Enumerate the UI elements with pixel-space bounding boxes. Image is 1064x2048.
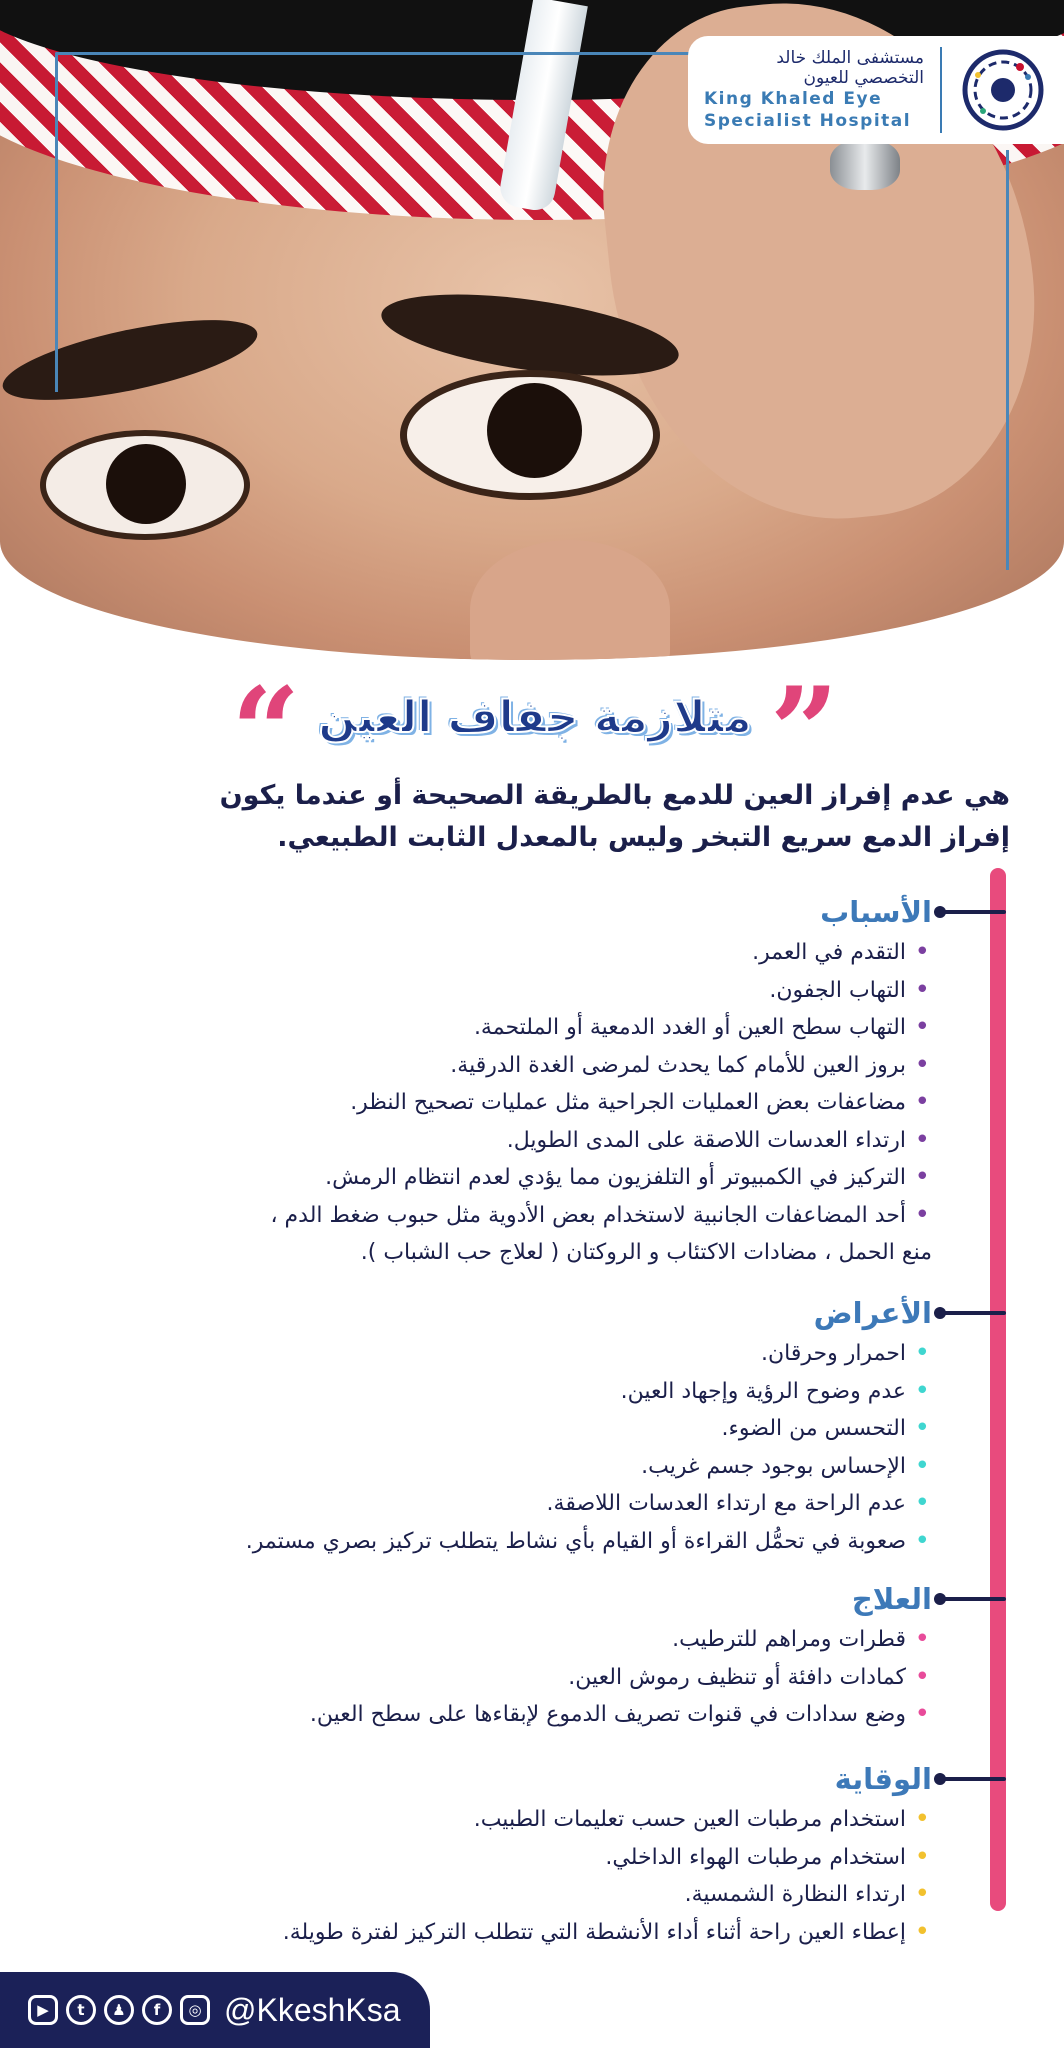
- list-item: • قطرات ومراهم للترطيب.: [32, 1621, 932, 1659]
- logo-text: [704, 48, 924, 132]
- intro-line-1: هي عدم إفراز العين للدمع بالطريقة الصحيحة أو عندما يكون: [219, 780, 1010, 811]
- snapchat-icon[interactable]: ♟: [104, 1995, 134, 2025]
- list-item: • عدم وضوح الرؤية وإجهاد العين.: [32, 1373, 932, 1411]
- list-item: • صعوبة في تحمُّل القراءة أو القيام بأي نشاط يتطلب تركيز بصري مستمر.: [32, 1523, 932, 1561]
- list-item: • مضاعفات بعض العمليات الجراحية مثل عمليات تصحيح النظر.: [32, 1084, 932, 1122]
- bullet-icon: •: [914, 937, 930, 967]
- list-item: • استخدام مرطبات العين حسب تعليمات الطبيب.: [32, 1801, 932, 1839]
- bullet-icon: •: [914, 1087, 930, 1117]
- symptoms-section: [32, 1293, 932, 1560]
- quote-mark-right-icon: ”: [769, 672, 839, 762]
- bullet-icon: •: [914, 1162, 930, 1192]
- causes-heading: الأسباب: [820, 895, 932, 929]
- list-item: • الإحساس بوجود جسم غريب.: [32, 1448, 932, 1486]
- list-item: • التهاب الجفون.: [32, 972, 932, 1010]
- causes-section: [32, 892, 932, 1272]
- frame-line-top: [55, 52, 695, 55]
- causes-connector: [940, 910, 1006, 914]
- bullet-icon: •: [914, 1879, 930, 1909]
- treatment-section: [32, 1579, 932, 1734]
- bullet-icon: •: [914, 1841, 930, 1872]
- frame-line-right: [1006, 150, 1009, 570]
- eye-right: [400, 370, 660, 500]
- bullet-icon: •: [914, 1012, 930, 1042]
- list-item: • بروز العين للأمام كما يحدث لمرضى الغدة الدرقية.: [32, 1047, 932, 1085]
- bullet-icon: •: [914, 1199, 930, 1230]
- list-item: • ارتداء النظارة الشمسية.: [32, 1876, 932, 1914]
- bullet-icon: •: [914, 1488, 930, 1518]
- bullet-icon: •: [914, 1804, 930, 1834]
- prevention-connector: [940, 1777, 1006, 1781]
- eye-left: [40, 430, 250, 540]
- symptoms-connector: [940, 1311, 1006, 1315]
- hospital-logo: [688, 36, 1064, 144]
- bullet-icon: •: [914, 1124, 930, 1155]
- quote-mark-left-icon: “: [231, 672, 301, 762]
- twitter-icon[interactable]: t: [66, 1995, 96, 2025]
- symptoms-list: [32, 1335, 932, 1560]
- prevention-list: [32, 1801, 932, 1951]
- prevention-heading: الوقاية: [834, 1762, 932, 1796]
- logo-english-line1: King Khaled Eye: [704, 89, 883, 109]
- bullet-icon: •: [914, 1049, 930, 1080]
- symptoms-heading: الأعراض: [813, 1296, 932, 1330]
- bullet-icon: •: [914, 974, 930, 1005]
- treatment-connector: [940, 1597, 1006, 1601]
- treatment-list: [32, 1621, 932, 1734]
- ring: [830, 140, 900, 190]
- bullet-icon: •: [914, 1624, 930, 1654]
- list-item: • التهاب سطح العين أو الغدد الدمعية أو الملتحمة.: [32, 1009, 932, 1047]
- list-item: • وضع سدادات في قنوات تصريف الدموع لإبقاءها على سطح العين.: [32, 1696, 932, 1734]
- list-item: • عدم الراحة مع ارتداء العدسات اللاصقة.: [32, 1485, 932, 1523]
- social-handle[interactable]: @KkeshKsa: [224, 1991, 401, 2028]
- prevention-section: [32, 1759, 932, 1951]
- bullet-icon: •: [914, 1916, 930, 1947]
- intro-paragraph: [55, 775, 1010, 859]
- list-item: • التحسس من الضوء.: [32, 1410, 932, 1448]
- bullet-icon: •: [914, 1661, 930, 1692]
- list-item: • استخدام مرطبات الهواء الداخلي.: [32, 1839, 932, 1877]
- eyebrow-left: [0, 304, 263, 417]
- bullet-icon: •: [914, 1338, 930, 1368]
- bullet-icon: •: [914, 1450, 930, 1481]
- logo-arabic-line1: مستشفى الملك خالد: [776, 48, 924, 68]
- social-footer: [0, 1972, 430, 2048]
- causes-list: [32, 934, 932, 1272]
- page-title: متلازمة جفاف العين: [308, 692, 762, 743]
- logo-arabic-line2: التخصصي للعيون: [803, 68, 924, 88]
- bullet-icon: •: [914, 1375, 930, 1406]
- timeline-bar: [990, 868, 1006, 1911]
- bullet-icon: •: [914, 1413, 930, 1443]
- youtube-icon[interactable]: ▶: [28, 1995, 58, 2025]
- frame-line-left: [55, 52, 58, 392]
- hospital-emblem-icon: [958, 45, 1048, 135]
- list-item-continuation: منع الحمل ، مضادات الاكتئاب و الروكتان ( لعلاج حب الشباب ).: [360, 1240, 932, 1265]
- list-item: • ارتداء العدسات اللاصقة على المدى الطويل.: [32, 1122, 932, 1160]
- title-block: [190, 672, 880, 762]
- list-item: • التقدم في العمر.: [32, 934, 932, 972]
- facebook-icon[interactable]: f: [142, 1995, 172, 2025]
- finger: [470, 540, 670, 660]
- intro-line-2: إفراز الدمع سريع التبخر وليس بالمعدل الثابت الطبيعي.: [277, 822, 1010, 853]
- logo-divider: [940, 47, 942, 133]
- list-item: • كمادات دافئة أو تنظيف رموش العين.: [32, 1659, 932, 1697]
- list-item: • التركيز في الكمبيوتر أو التلفزيون مما يؤدي لعدم انتظام الرمش.: [32, 1159, 932, 1197]
- treatment-heading: العلاج: [851, 1582, 932, 1616]
- instagram-icon[interactable]: ◎: [180, 1995, 210, 2025]
- bullet-icon: •: [914, 1525, 930, 1556]
- logo-english-line2: Specialist Hospital: [704, 111, 912, 131]
- list-item: • إعطاء العين راحة أثناء أداء الأنشطة التي تتطلب التركيز لفترة طويلة.: [32, 1914, 932, 1952]
- list-item: • احمرار وحرقان.: [32, 1335, 932, 1373]
- list-item: • أحد المضاعفات الجانبية لاستخدام بعض الأدوية مثل حبوب ضغط الدم ،: [32, 1197, 932, 1235]
- bullet-icon: •: [914, 1699, 930, 1729]
